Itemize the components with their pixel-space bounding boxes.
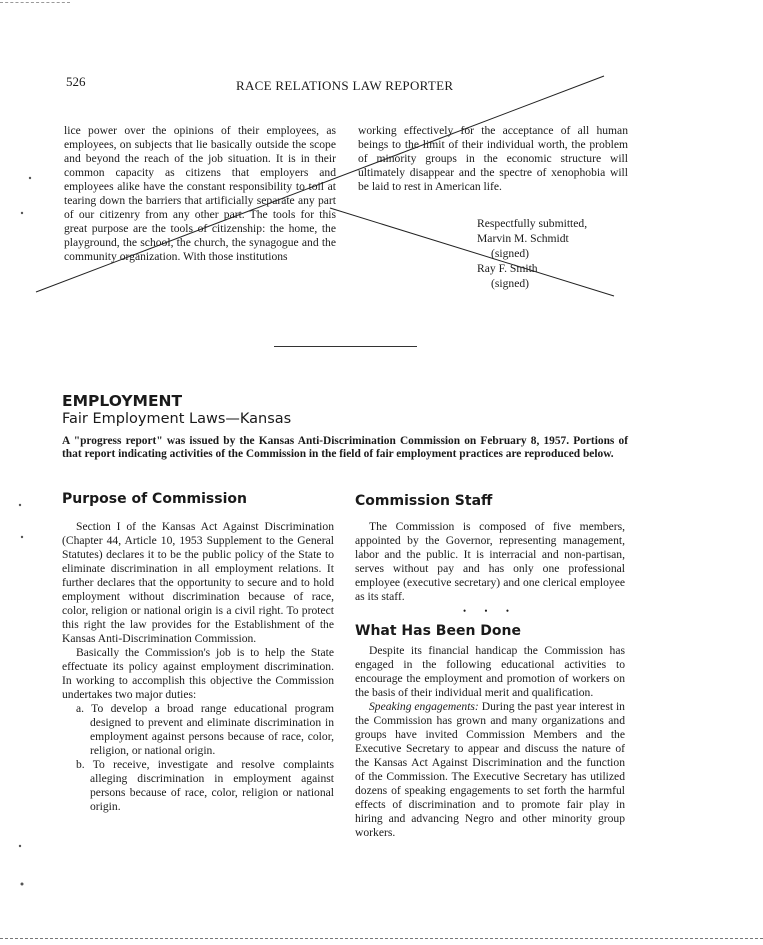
- separator-dots: • • •: [463, 606, 517, 616]
- duty-item-a: a. To develop a broad range educational program designed to prevent and eliminate discrimination in employment against persons because of race, color, religion, or national origin.: [76, 702, 334, 757]
- section-subheading: Fair Employment Laws—Kansas: [62, 411, 292, 427]
- done-paragraph-2: During the past year interest in the Commission has grown and many organizations and groups have invited Commission Members and the Executive Secretary to appear and discuss the nature of the Kansas Act Against Discrimination and the function of the Commission. The Executive Secretary has utilized dozens of speaking engagements to set forth the harmful effects of discrimination and to promote fair play in hiring and advancing Negro and other minority group workers.: [355, 700, 625, 839]
- top-right-paragraph: working effectively for the acceptance of all human beings to the limit of their individual worth, the problem of minority groups in the economic structure will ultimately disappear and the spectre of xenophobia will be laid to rest in American life.: [358, 124, 628, 193]
- running-header-title: RACE RELATIONS LAW REPORTER: [236, 78, 454, 93]
- section-intro: A "progress report" was issued by the Kansas Anti-Discrimination Commission on February 8, 1957. Portions of that report indicating activities of the Commission in the field of fair employment practices are reproduced below.: [62, 435, 628, 460]
- staff-heading: Commission Staff: [355, 493, 493, 509]
- done-lead-in: Speaking engagements:: [369, 700, 479, 713]
- section-heading: EMPLOYMENT: [62, 392, 183, 410]
- purpose-paragraph-2: Basically the Commission's job is to help the State effectuate its policy against employment discrimination. In working to accomplish this objective the Commission undertakes two major duties:: [62, 646, 334, 701]
- done-heading: What Has Been Done: [355, 623, 521, 639]
- closing-line: Respectfully submitted,: [477, 217, 588, 230]
- top-left-paragraph: lice power over the opinions of their employees, as employees, on subjects that lie basically outside the scope and beyond the reach of the job situation. It is in their common capacity as citizens that employers and employees alike have the constant responsibility to toil at tearing down the barriers that artificially separate any part of our citizenry from any other part. The tools for this great purpose are the tools of citizenship: the home, the playground, the school, the church, the synagogue and the community organization. With those institutions: [64, 124, 336, 263]
- staff-paragraph: The Commission is composed of five members, appointed by the Governor, representing management, labor and the public. It is interracial and non-partisan, serves without pay and has only one professional employee (executive secretary) and one clerical employee as its staff.: [355, 520, 625, 603]
- strike-line-diagonal-down: [330, 208, 614, 296]
- strike-line-diagonal-up: [36, 76, 604, 292]
- signer-name-1: Marvin M. Schmidt: [477, 232, 569, 245]
- signer-name-2: Ray F. Smith: [477, 262, 538, 275]
- done-paragraph-1: Despite its financial handicap the Commission has engaged in the following educational activities to encourage the employment and promotion of workers on the basis of their individual merit and qualification.: [355, 644, 625, 699]
- purpose-paragraph-1: Section I of the Kansas Act Against Discrimination (Chapter 44, Article 10, 1953 Supplement to the General Statutes) declares it to be the public policy of the State to eliminate discrimination in all employment relations. It further declares that the opportunity to secure and to hold employment without discrimination because of race, color, religion or national origin is a civil right. To protect this right the law provides for the Establishment of the Kansas Anti-Discrimination Commission.: [62, 520, 334, 645]
- margin-speck: [19, 845, 21, 847]
- signed-note-2: (signed): [491, 277, 529, 290]
- page-number: 526: [66, 74, 86, 89]
- margin-speck: [21, 883, 24, 886]
- scan-bottom-edge: [0, 938, 763, 940]
- duty-item-b: b. To receive, investigate and resolve complaints alleging discrimination in employment against persons because of race, color, religion or national origin.: [76, 758, 334, 813]
- margin-speck: [21, 536, 23, 538]
- margin-speck: [29, 177, 31, 179]
- purpose-heading: Purpose of Commission: [62, 491, 247, 507]
- margin-speck: [21, 212, 23, 214]
- margin-speck: [19, 504, 21, 506]
- signed-note-1: (signed): [491, 247, 529, 260]
